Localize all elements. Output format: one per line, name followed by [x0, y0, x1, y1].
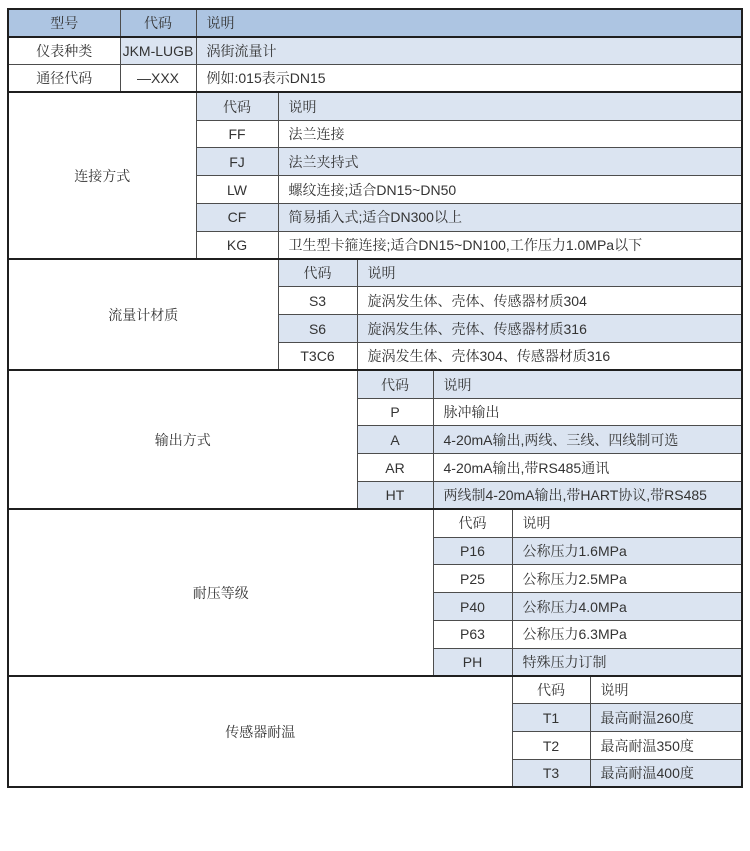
desc-cell: 4-20mA输出,带RS485通讯 [433, 454, 742, 482]
subheader-desc-cell: 说明 [278, 92, 742, 120]
desc-cell: 法兰连接 [278, 120, 742, 148]
section-category-cell-meter-material: 流量计材质 [8, 259, 278, 370]
desc-cell: 例如:015表示DN15 [196, 65, 742, 93]
desc-cell: 简易插入式;适合DN300以上 [278, 204, 742, 232]
header-model-cell: 型号 [8, 9, 120, 37]
header-desc-cell: 说明 [196, 9, 742, 37]
code-cell: P63 [433, 621, 512, 649]
code-cell: AR [357, 454, 433, 482]
category-label-cell: 仪表种类 [8, 37, 120, 65]
desc-cell: 公称压力1.6MPa [512, 537, 742, 565]
desc-cell: 旋涡发生体、壳体304、传感器材质316 [357, 343, 742, 371]
desc-cell: 公称压力2.5MPa [512, 565, 742, 593]
spec-table [7, 8, 743, 788]
section-subheader-row-output-mode [8, 370, 742, 398]
desc-cell: 涡街流量计 [196, 37, 742, 65]
desc-cell: 最高耐温400度 [590, 760, 742, 788]
desc-cell: 法兰夹持式 [278, 148, 742, 176]
code-cell: A [357, 426, 433, 454]
desc-cell: 公称压力6.3MPa [512, 621, 742, 649]
subheader-desc-cell: 说明 [433, 370, 742, 398]
code-cell: P25 [433, 565, 512, 593]
section-category-cell-connection-type: 连接方式 [8, 92, 196, 259]
code-cell: S3 [278, 287, 357, 315]
section-subheader-row-pressure-rating [8, 509, 742, 537]
desc-cell: 脉冲输出 [433, 398, 742, 426]
code-cell: FJ [196, 148, 278, 176]
section-subheader-row-sensor-temperature [8, 676, 742, 704]
desc-cell: 4-20mA输出,两线、三线、四线制可选 [433, 426, 742, 454]
table-row [8, 37, 742, 65]
code-cell: HT [357, 482, 433, 510]
section-category-cell-output-mode: 输出方式 [8, 370, 357, 509]
code-cell: CF [196, 204, 278, 232]
subheader-desc-cell: 说明 [590, 676, 742, 704]
code-cell: JKM-LUGB [120, 37, 196, 65]
code-cell: P40 [433, 593, 512, 621]
code-cell: PH [433, 648, 512, 676]
code-cell: LW [196, 176, 278, 204]
code-cell: T3C6 [278, 343, 357, 371]
code-cell: T1 [512, 704, 590, 732]
section-category-cell-sensor-temperature: 传感器耐温 [8, 676, 512, 787]
code-cell: —XXX [120, 65, 196, 93]
subheader-code-cell: 代码 [512, 676, 590, 704]
desc-cell: 公称压力4.0MPa [512, 593, 742, 621]
subheader-desc-cell: 说明 [357, 259, 742, 287]
section-subheader-row-meter-material [8, 259, 742, 287]
desc-cell: 旋涡发生体、壳体、传感器材质316 [357, 315, 742, 343]
subheader-desc-cell: 说明 [512, 509, 742, 537]
category-label-cell: 通径代码 [8, 65, 120, 93]
subheader-code-cell: 代码 [196, 92, 278, 120]
code-cell: T2 [512, 732, 590, 760]
desc-cell: 最高耐温350度 [590, 732, 742, 760]
header-code-cell: 代码 [120, 9, 196, 37]
section-category-cell-pressure-rating: 耐压等级 [8, 509, 433, 676]
desc-cell: 两线制4-20mA输出,带HART协议,带RS485 [433, 482, 742, 510]
subheader-code-cell: 代码 [357, 370, 433, 398]
desc-cell: 旋涡发生体、壳体、传感器材质304 [357, 287, 742, 315]
code-cell: KG [196, 231, 278, 259]
desc-cell: 最高耐温260度 [590, 704, 742, 732]
subheader-code-cell: 代码 [433, 509, 512, 537]
code-cell: S6 [278, 315, 357, 343]
desc-cell: 特殊压力订制 [512, 648, 742, 676]
table-row [8, 65, 742, 93]
code-cell: FF [196, 120, 278, 148]
table-header-row [8, 9, 742, 37]
section-subheader-row-connection-type [8, 92, 742, 120]
subheader-code-cell: 代码 [278, 259, 357, 287]
code-cell: T3 [512, 760, 590, 788]
code-cell: P16 [433, 537, 512, 565]
code-cell: P [357, 398, 433, 426]
desc-cell: 卫生型卡箍连接;适合DN15~DN100,工作压力1.0MPa以下 [278, 231, 742, 259]
desc-cell: 螺纹连接;适合DN15~DN50 [278, 176, 742, 204]
